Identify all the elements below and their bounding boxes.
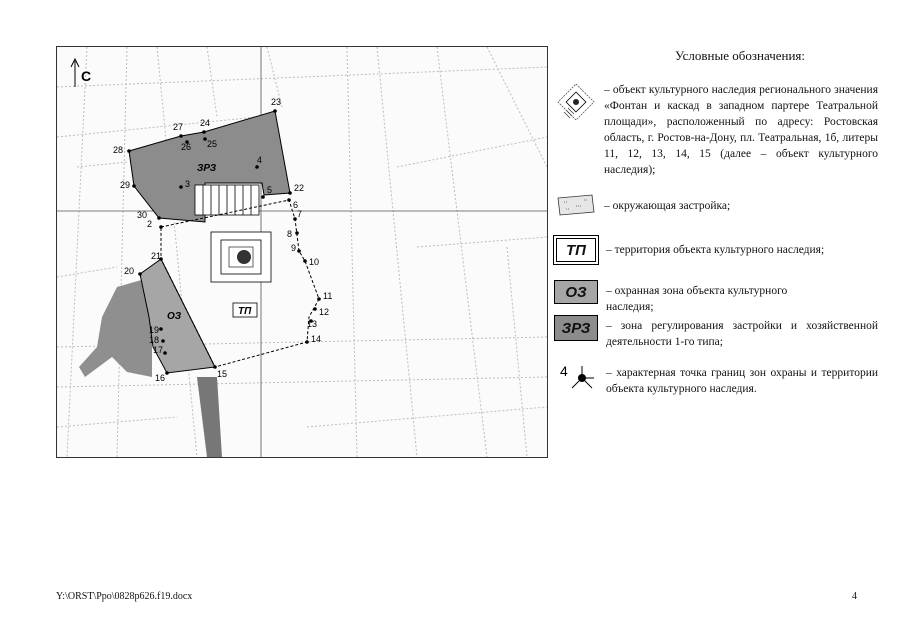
legend-tp-text: – территория объекта культурного наследия;	[606, 244, 825, 256]
zrz-legend-box: ЗРЗ	[554, 315, 598, 341]
boundary-point-label-13: 13	[307, 319, 318, 329]
stairs-block	[195, 185, 259, 215]
boundary-point-label-16: 16	[155, 373, 166, 383]
boundary-point-9	[297, 249, 301, 253]
boundary-point-18	[161, 339, 165, 343]
boundary-point-label-20: 20	[124, 266, 135, 276]
boundary-point-label-15: 15	[217, 369, 228, 379]
tp-map-label: ТП	[238, 306, 252, 317]
legend-oz-text: – охранная зона объекта культурного наследия;	[606, 285, 788, 313]
boundary-point-label-8: 8	[287, 229, 293, 239]
boundary-point-2	[159, 225, 163, 229]
boundary-point-label-6: 6	[293, 200, 299, 210]
boundary-point-27	[179, 134, 183, 138]
boundary-point-4	[255, 165, 259, 169]
boundary-point-label-4: 4	[257, 155, 263, 165]
boundary-point-label-26: 26	[181, 142, 192, 152]
boundary-point-label-11: 11	[323, 291, 333, 301]
boundary-point-11	[317, 297, 321, 301]
boundary-point-label-23: 23	[271, 97, 282, 107]
boundary-point-14	[305, 340, 309, 344]
boundary-point-30	[157, 216, 161, 220]
boundary-point-28	[127, 149, 131, 153]
boundary-point-icon-label: 4	[560, 363, 568, 379]
north-arrow	[71, 59, 91, 87]
oz-map-label: ОЗ	[167, 311, 182, 322]
tp-map-box	[233, 303, 257, 317]
map-panel	[56, 46, 548, 458]
boundary-point-29	[132, 184, 136, 188]
tp-legend-box: ТП	[556, 238, 596, 262]
boundary-point-label-25: 25	[207, 139, 218, 149]
legend-heritage-text: – объект культурного наследия регионального значения «Фонтан и каскад в западном партере Театральной площади», расположенный по адресу: Ростовская область, г. Ростов-на-Дону, пл. Театральная, 1б, литеры 11, 12, 13, 14, 15 (далее – объект культурного наследия);	[604, 84, 878, 176]
boundary-point-label-22: 22	[294, 183, 305, 193]
surrounding-buildings-icon	[556, 194, 596, 216]
oz-legend-box: ОЗ	[554, 280, 598, 304]
boundary-point-label-10: 10	[309, 257, 320, 267]
boundary-point-6	[287, 198, 291, 202]
boundary-point-16	[165, 371, 169, 375]
boundary-point-10	[303, 259, 307, 263]
boundary-point-17	[163, 351, 167, 355]
boundary-point-icon	[558, 360, 600, 396]
boundary-point-20	[138, 272, 142, 276]
boundary-point-label-7: 7	[297, 209, 303, 219]
boundary-point-label-18: 18	[149, 335, 160, 345]
boundary-point-label-24: 24	[200, 118, 211, 128]
boundary-point-label-9: 9	[291, 243, 297, 253]
legend-zrz-text: – зона регулирования застройки и хозяйственной деятельности 1-го типа;	[606, 320, 878, 348]
boundary-point-19	[159, 327, 163, 331]
footer-page-number: 4	[852, 591, 857, 602]
boundary-point-label-21: 21	[151, 251, 162, 261]
boundary-point-label-2: 2	[147, 219, 153, 229]
north-label: С	[81, 68, 92, 84]
boundary-point-23	[273, 109, 277, 113]
boundary-point-3	[179, 185, 183, 189]
boundary-point-22	[288, 191, 292, 195]
boundary-point-label-14: 14	[311, 334, 322, 344]
boundary-point-label-28: 28	[113, 145, 124, 155]
zrz-map-label: ЗРЗ	[197, 163, 217, 174]
boundary-point-label-29: 29	[120, 180, 131, 190]
legend-point-text: – характерная точка границ зон охраны и территории объекта культурного наследия.	[606, 367, 878, 395]
legend-title: Условные обозначения:	[675, 48, 806, 63]
background-streets	[57, 47, 547, 457]
boundary-point-label-30: 30	[137, 210, 148, 220]
boundary-point-label-3: 3	[185, 179, 191, 189]
boundary-point-24	[202, 130, 206, 134]
boundary-point-label-12: 12	[319, 307, 330, 317]
boundary-point-label-19: 19	[149, 325, 160, 335]
legend-surrounding-text: – окружающая застройка;	[604, 200, 731, 212]
map-svg	[57, 47, 547, 457]
boundary-point-5	[261, 195, 265, 199]
fountain	[211, 232, 271, 282]
boundary-point-label-17: 17	[153, 345, 164, 355]
boundary-point-8	[295, 231, 299, 235]
footer-file-path: Y:\ORST\Ppo\0828p626.f19.docx	[56, 591, 193, 602]
boundary-point-label-5: 5	[267, 185, 273, 195]
heritage-object-icon	[556, 82, 596, 122]
boundary-point-12	[313, 307, 317, 311]
boundary-point-label-27: 27	[173, 122, 184, 132]
